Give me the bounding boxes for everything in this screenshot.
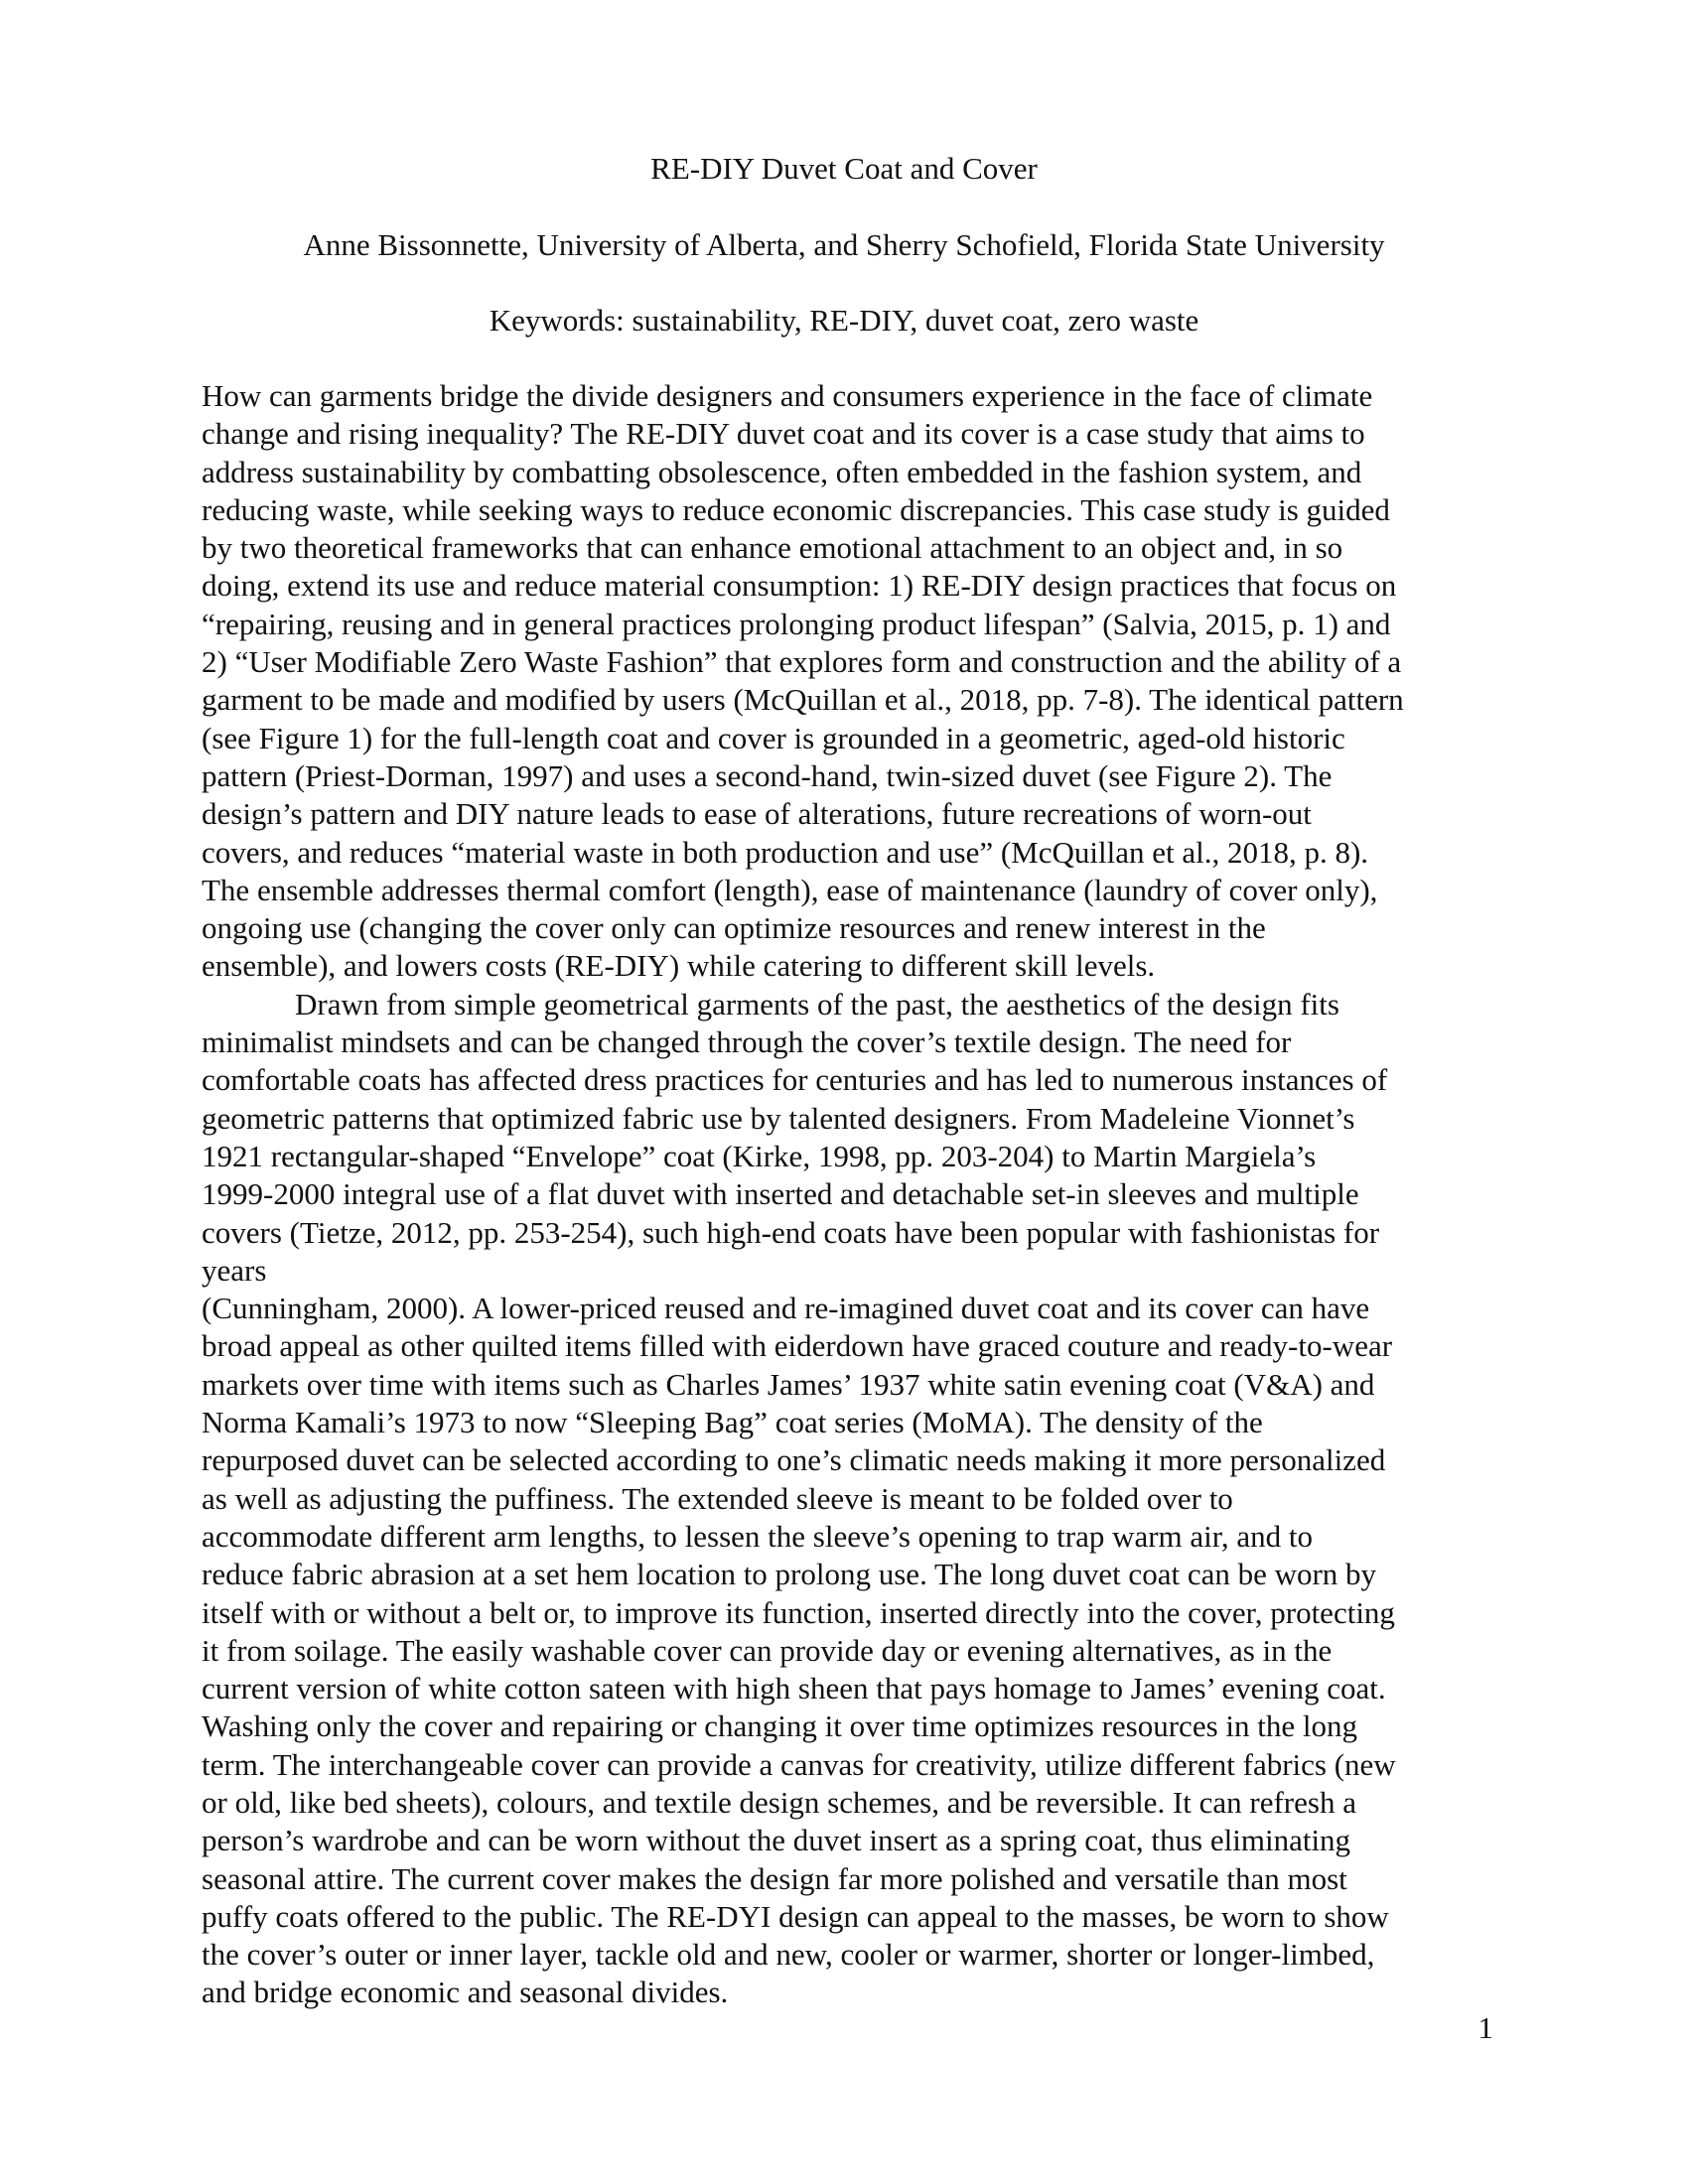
body-line: covers, and reduces “material waste in both production and use” (McQuillan et al., 2018, p. 8). <box>202 834 1369 870</box>
body-line: broad appeal as other quilted items filled with eiderdown have graced couture and ready-to-wear <box>202 1328 1393 1364</box>
body-line: person’s wardrobe and can be worn without the duvet insert as a spring coat, thus eliminating <box>202 1823 1351 1858</box>
body-line: current version of white cotton sateen with high sheen that pays homage to James’ evening coat. <box>202 1671 1386 1706</box>
body-line: it from soilage. The easily washable cover can provide day or evening alternatives, as in the <box>202 1632 1333 1668</box>
body-line: Washing only the cover and repairing or changing it over time optimizes resources in the long <box>202 1708 1357 1744</box>
body-line: Drawn from simple geometrical garments of the past, the aesthetics of the design fits <box>295 986 1339 1022</box>
body-line: The ensemble addresses thermal comfort (length), ease of maintenance (laundry of cover only), <box>202 872 1378 907</box>
body-line: address sustainability by combatting obsolescence, often embedded in the fashion system, and <box>202 454 1362 489</box>
body-line: term. The interchangeable cover can provide a canvas for creativity, utilize different fabrics (new <box>202 1746 1396 1782</box>
body-line: and bridge economic and seasonal divides. <box>202 1975 729 2010</box>
body-line: (see Figure 1) for the full-length coat and cover is grounded in a geometric, aged-old historic <box>202 720 1345 755</box>
author-line: Anne Bissonnette, University of Alberta, and Sherry Schofield, Florida State University <box>303 227 1385 262</box>
body-line: reducing waste, while seeking ways to reduce economic discrepancies. This case study is guided <box>202 491 1390 527</box>
body-line: pattern (Priest-Dorman, 1997) and uses a second-hand, twin-sized duvet (see Figure 2). The <box>202 757 1333 793</box>
document-title: RE-DIY Duvet Coat and Cover <box>650 151 1038 186</box>
body-line: design’s pattern and DIY nature leads to ease of alterations, future recreations of worn-out <box>202 796 1312 832</box>
body-line: comfortable coats has affected dress practices for centuries and has led to numerous instances of <box>202 1062 1388 1098</box>
body-line: or old, like bed sheets), colours, and textile design schemes, and be reversible. It can refresh a <box>202 1784 1356 1820</box>
body-line: by two theoretical frameworks that can enhance emotional attachment to an object and, in so <box>202 530 1343 566</box>
body-line: as well as adjusting the puffiness. The extended sleeve is meant to be folded over to <box>202 1480 1233 1516</box>
body-line: covers (Tietze, 2012, pp. 253-254), such high-end coats have been popular with fashionistas for <box>202 1214 1380 1250</box>
body-line: reduce fabric abrasion at a set hem location to prolong use. The long duvet coat can be worn by <box>202 1557 1377 1592</box>
body-line: repurposed duvet can be selected according to one’s climatic needs making it more personalized <box>202 1442 1386 1478</box>
body-line: (Cunningham, 2000). A lower-priced reused and re-imagined duvet coat and its cover can have <box>202 1291 1370 1326</box>
body-line: How can garments bridge the divide designers and consumers experience in the face of climate <box>202 378 1373 413</box>
body-line: doing, extend its use and reduce material consumption: 1) RE-DIY design practices that focus on <box>202 568 1397 604</box>
keywords-line: Keywords: sustainability, RE-DIY, duvet coat, zero waste <box>489 303 1199 338</box>
body-line: 1999-2000 integral use of a flat duvet with inserted and detachable set-in sleeves and multiple <box>202 1176 1359 1212</box>
body-line: ensemble), and lowers costs (RE-DIY) while catering to different skill levels. <box>202 948 1156 984</box>
body-line: garment to be made and modified by users (McQuillan et al., 2018, pp. 7-8). The identical pattern <box>202 682 1404 718</box>
body-line: markets over time with items such as Charles James’ 1937 white satin evening coat (V&A) and <box>202 1366 1375 1402</box>
body-line: ongoing use (changing the cover only can optimize resources and renew interest in the <box>202 910 1266 946</box>
body-line: itself with or without a belt or, to improve its function, inserted directly into the cover, protecting <box>202 1594 1395 1630</box>
body-line: “repairing, reusing and in general practices prolonging product lifespan” (Salvia, 2015, p. 1) and <box>202 606 1391 641</box>
body-line: 2) “User Modifiable Zero Waste Fashion” that explores form and construction and the ability of a <box>202 644 1402 680</box>
page-number: 1 <box>1477 2010 1493 2045</box>
body-line: Norma Kamali’s 1973 to now “Sleeping Bag” coat series (MoMA). The density of the <box>202 1405 1263 1440</box>
body-line: accommodate different arm lengths, to lessen the sleeve’s opening to trap warm air, and to <box>202 1518 1313 1554</box>
body-line: years <box>202 1252 267 1288</box>
body-line: puffy coats offered to the public. The RE-DYI design can appeal to the masses, be worn to show <box>202 1898 1389 1934</box>
body-line: geometric patterns that optimized fabric use by talented designers. From Madeleine Vionnet’s <box>202 1100 1355 1136</box>
body-line: seasonal attire. The current cover makes the design far more polished and versatile than most <box>202 1860 1347 1896</box>
body-line: the cover’s outer or inner layer, tackle old and new, cooler or warmer, shorter or longer-limbed, <box>202 1937 1375 1973</box>
body-line: minimalist mindsets and can be changed through the cover’s textile design. The need for <box>202 1024 1292 1060</box>
body-line: 1921 rectangular-shaped “Envelope” coat (Kirke, 1998, pp. 203-204) to Martin Margiela’s <box>202 1138 1317 1173</box>
body-text <box>202 377 1492 2012</box>
body-line: change and rising inequality? The RE-DIY duvet coat and its cover is a case study that aims to <box>202 416 1365 452</box>
